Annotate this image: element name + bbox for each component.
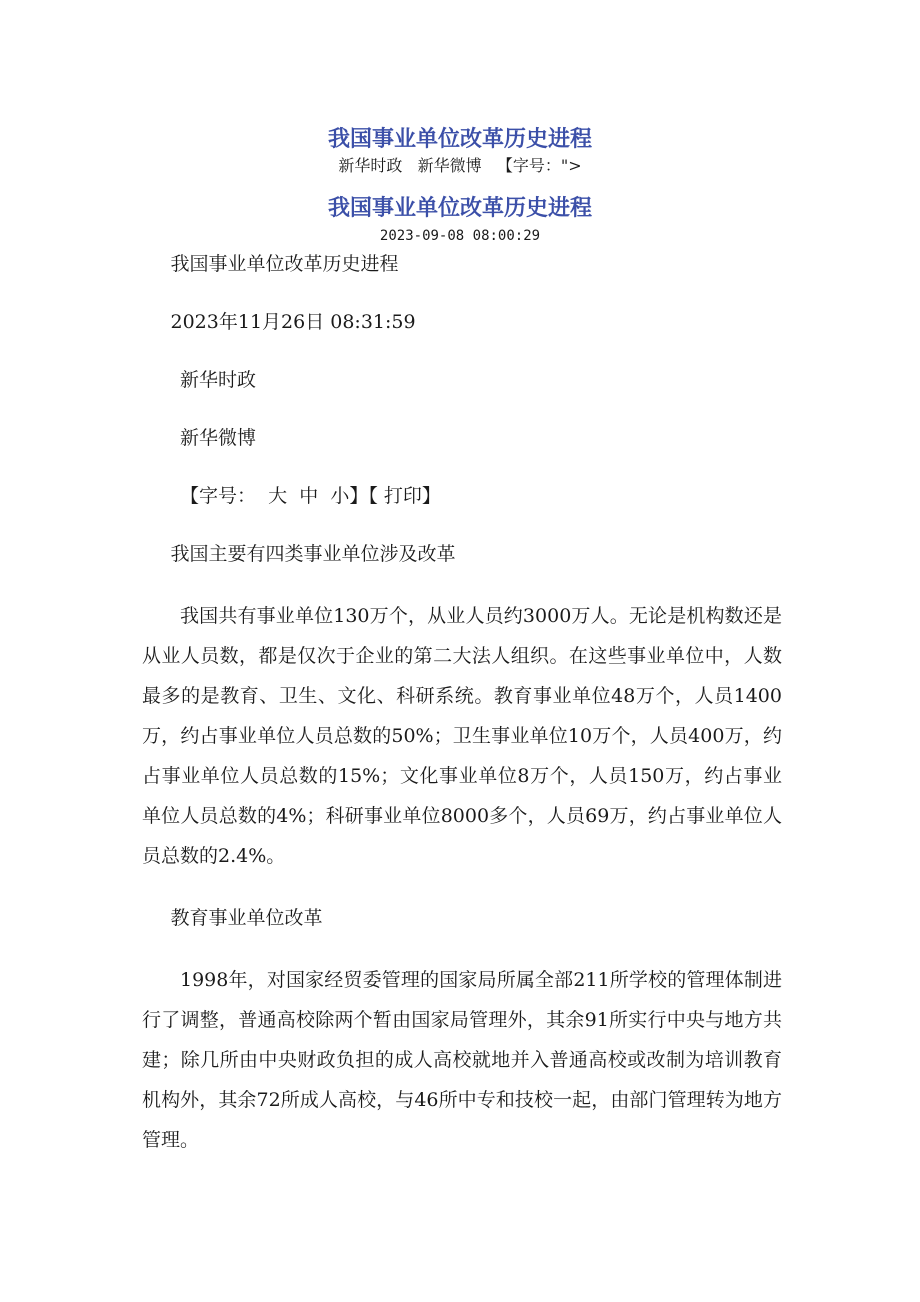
font-size-small-link[interactable]: 小	[330, 485, 350, 507]
paragraph-education-reform: 1998年，对国家经贸委管理的国家局所属全部211所学校的管理体制进行了调整，普通高校除两个暂由国家局管理外，其余91所实行中央与地方共建；除几所由中央财政负担的成人高校就地并入普通高校或改制为培训教育机构外，其余72所成人高校，与46所中专和技校一起，由部门管理转为地方管理。	[142, 969, 782, 1151]
section-heading-education-reform: 教育事业单位改革	[170, 907, 323, 929]
font-size-suffix: 】【	[349, 485, 378, 507]
font-size-prefix: 【字号：	[180, 485, 257, 507]
section-heading-four-types: 我国主要有四类事业单位涉及改革	[170, 543, 456, 565]
article-body	[142, 248, 782, 1186]
source-link-xinhua-weibo[interactable]: 新华微博	[417, 156, 482, 175]
font-size-large-link[interactable]: 大	[268, 485, 288, 507]
print-suffix: 】	[421, 485, 441, 507]
print-link[interactable]: 打印	[383, 485, 422, 507]
publish-timestamp: 2023-09-08 08:00:29	[379, 228, 541, 244]
article-title-line: 我国事业单位改革历史进程	[170, 253, 399, 275]
article-date-line: 2023年11月26日 08:31:59	[170, 311, 416, 333]
header-meta-line	[0, 155, 920, 177]
font-size-controls	[142, 480, 782, 512]
font-size-label: 【字号：">	[496, 156, 582, 175]
font-size-medium-link[interactable]: 中	[299, 485, 319, 507]
source-link-xinhua-politics[interactable]: 新华时政	[338, 156, 403, 175]
article-source-xinhua-weibo: 新华微博	[180, 427, 257, 449]
article-source-xinhua-politics: 新华时政	[180, 369, 257, 391]
page-title: 我国事业单位改革历史进程	[327, 127, 592, 152]
sub-title: 我国事业单位改革历史进程	[327, 196, 592, 221]
paragraph-institution-stats: 我国共有事业单位130万个，从业人员约3000万人。无论是机构数还是从业人员数，都是仅次于企业的第二大法人组织。在这些事业单位中，人数最多的是教育、卫生、文化、科研系统。教育事业单位48万个，人员1400万，约占事业单位人员总数的50%；卫生事业单位10万个，人员400万，约占事业单位人员总数的15%；文化事业单位8万个，人员150万，约占事业单位人员总数的4%；科研事业单位8000多个，人员69万，约占事业单位人员总数的2.4%。	[142, 605, 782, 867]
